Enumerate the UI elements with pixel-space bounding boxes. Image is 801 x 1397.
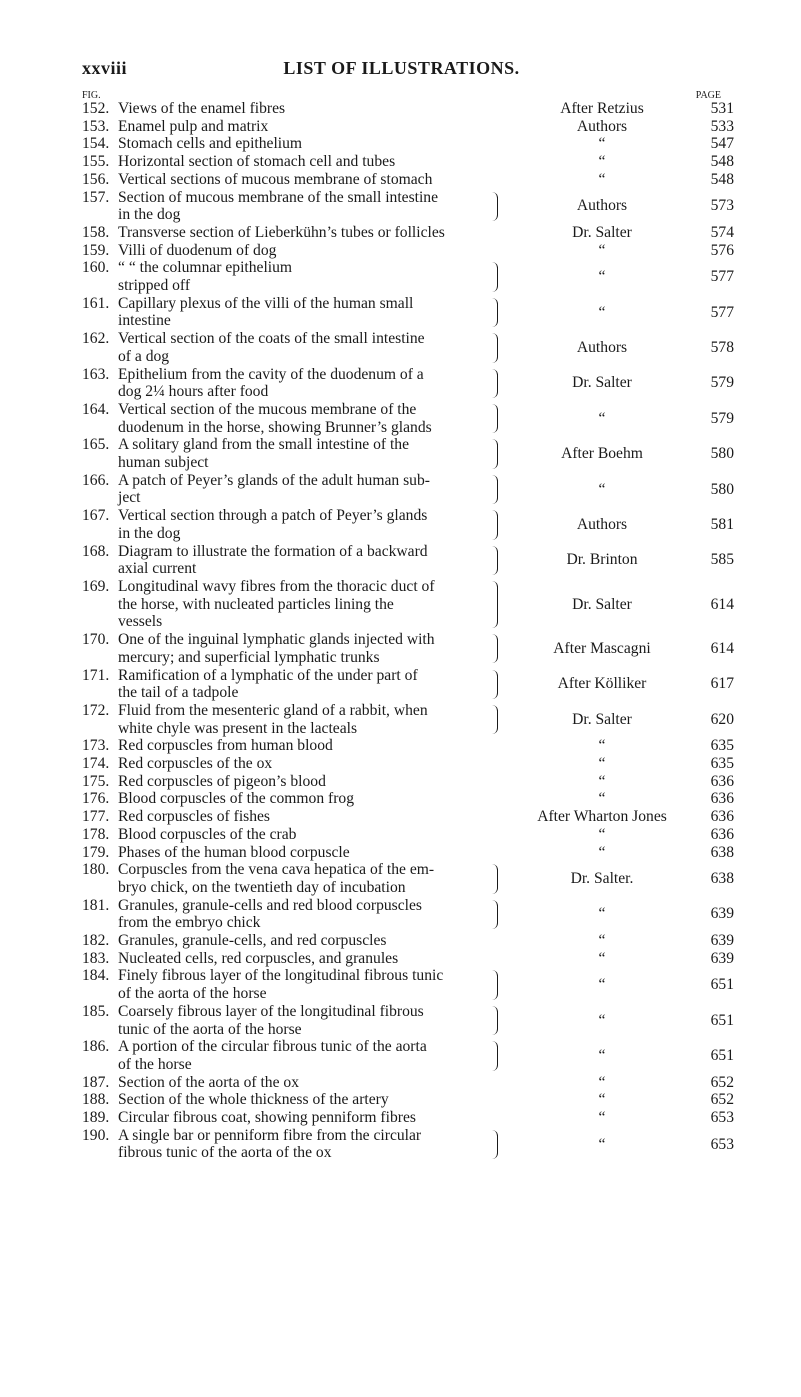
description-line: Diagram to illustrate the formation of a backward xyxy=(118,542,428,560)
brace xyxy=(492,1130,498,1159)
brace xyxy=(492,864,498,893)
brace xyxy=(492,262,498,291)
page-number: 635 xyxy=(710,737,734,755)
description-line: Finely fibrous layer of the longitudinal fibrous tunic xyxy=(118,967,444,985)
brace xyxy=(492,1006,498,1035)
description-line: Transverse section of Lieberkühn’s tubes or follicles xyxy=(118,223,445,241)
description-line: Fluid from the mesenteric gland of a rabbit, when xyxy=(118,701,428,719)
figure-description xyxy=(118,755,490,773)
description-line: A patch of Peyer’s glands of the adult human sub- xyxy=(118,471,430,489)
brace xyxy=(492,546,498,575)
description-line: tunic of the aorta of the horse xyxy=(118,1020,302,1038)
description-line: Horizontal section of stomach cell and tubes xyxy=(118,153,396,171)
figure-author: “ xyxy=(598,1047,606,1065)
figure-number: 161. xyxy=(82,294,110,312)
page-number: 614 xyxy=(710,595,734,613)
figure-description xyxy=(118,543,490,578)
list-entry xyxy=(82,755,734,773)
figure-description xyxy=(118,932,490,950)
figure-description xyxy=(118,507,490,542)
figure-number: 172. xyxy=(82,701,110,719)
list-entry xyxy=(82,1073,734,1092)
list-entry xyxy=(82,170,734,189)
figure-number: 158. xyxy=(82,223,110,241)
description-line: Villi of duodenum of dog xyxy=(118,241,277,259)
figure-author: After Retzius xyxy=(560,100,644,117)
description-line: Red corpuscles of pigeon’s blood xyxy=(118,772,326,790)
list-entry xyxy=(82,135,734,153)
list-entry xyxy=(82,294,734,330)
figure-author: “ xyxy=(598,170,606,188)
figure-author: Dr. Salter xyxy=(572,595,632,613)
page-number: 651 xyxy=(710,1047,734,1065)
figure-number: 156. xyxy=(82,170,110,188)
list-entry xyxy=(82,542,734,578)
description-line: One of the inguinal lymphatic glands injected with xyxy=(118,631,435,649)
figure-description xyxy=(118,135,490,153)
list-entry xyxy=(82,967,734,1003)
page-number: 579 xyxy=(710,374,734,392)
figure-description xyxy=(118,153,490,171)
figure-author: “ xyxy=(598,268,606,286)
brace xyxy=(492,970,498,999)
figure-number: 187. xyxy=(82,1073,110,1091)
list-entry xyxy=(82,808,734,826)
list-entry xyxy=(82,117,734,136)
list-entry xyxy=(82,843,734,862)
figure-number: 180. xyxy=(82,861,110,879)
list-entry xyxy=(82,932,734,950)
description-line: white chyle was present in the lacteals xyxy=(118,719,358,737)
figure-author: After Kölliker xyxy=(557,675,647,693)
list-entry xyxy=(82,825,734,844)
figure-author: “ xyxy=(598,976,606,994)
page-folio: xxviii xyxy=(82,58,128,78)
figure-author: After Mascagni xyxy=(553,639,651,657)
page-number: 636 xyxy=(710,825,734,843)
running-head xyxy=(82,58,721,80)
list-entry xyxy=(82,631,734,666)
page-number: 574 xyxy=(710,223,734,241)
figure-author: Authors xyxy=(576,516,628,534)
figure-author: “ xyxy=(598,932,606,950)
list-entry xyxy=(82,100,734,118)
description-line: Longitudinal wavy fibres from the thoracic duct of xyxy=(118,577,435,595)
figure-description xyxy=(118,1038,490,1073)
page-number: 635 xyxy=(710,755,734,773)
page-number: 531 xyxy=(710,100,734,117)
description-line: from the embryo chick xyxy=(118,914,261,932)
description-line: duodenum in the horse, showing Brunner’s glands xyxy=(118,418,432,436)
description-line: Vertical sections of mucous membrane of stomach xyxy=(118,170,433,188)
description-line: Blood corpuscles of the crab xyxy=(118,825,297,843)
figure-number: 174. xyxy=(82,755,110,773)
page-number: 581 xyxy=(710,516,734,534)
brace xyxy=(492,581,498,628)
list-entry xyxy=(82,365,734,401)
list-entry xyxy=(82,1126,734,1162)
page-number: 579 xyxy=(710,409,734,427)
page-title: LIST OF ILLUSTRATIONS. xyxy=(283,58,520,78)
figure-description xyxy=(118,100,490,118)
figure-author: “ xyxy=(598,1109,606,1127)
description-line: Red corpuscles of fishes xyxy=(118,808,271,826)
figure-author: “ xyxy=(598,772,606,790)
page-number: 580 xyxy=(710,445,734,463)
figure-description xyxy=(118,844,490,862)
figure-author: “ xyxy=(598,905,606,923)
figure-number: 170. xyxy=(82,631,110,649)
page-number: 639 xyxy=(710,932,734,950)
figure-number: 157. xyxy=(82,188,110,206)
list-entry xyxy=(82,896,734,932)
list-entry xyxy=(82,400,734,436)
figure-number: 176. xyxy=(82,790,110,808)
list-entry xyxy=(82,861,734,896)
description-line: Ramification of a lymphatic of the under part of xyxy=(118,666,418,684)
description-line: axial current xyxy=(118,560,197,578)
description-line: Stomach cells and epithelium xyxy=(118,135,303,153)
figure-number: 189. xyxy=(82,1109,110,1127)
list-entry xyxy=(82,701,734,737)
description-line: stripped off xyxy=(118,277,191,295)
figure-number: 175. xyxy=(82,772,110,790)
figure-author: “ xyxy=(598,755,606,773)
figure-description xyxy=(118,826,490,844)
figure-author: “ xyxy=(598,480,606,498)
description-line: Section of mucous membrane of the small intestine xyxy=(118,188,439,206)
figure-author: Authors xyxy=(576,197,628,215)
figure-number: 179. xyxy=(82,843,110,861)
figure-author: Dr. Salter xyxy=(572,710,632,728)
page-number: 636 xyxy=(710,772,734,790)
figure-description xyxy=(118,1127,490,1162)
page-number: 653 xyxy=(710,1135,734,1153)
figure-number: 154. xyxy=(82,135,110,153)
list-entry xyxy=(82,737,734,755)
figure-author: “ xyxy=(598,1073,606,1091)
figure-number: 188. xyxy=(82,1091,110,1109)
description-line: Enamel pulp and matrix xyxy=(118,117,269,135)
figure-description xyxy=(118,259,490,294)
figure-number: 167. xyxy=(82,507,110,525)
figure-author: “ xyxy=(598,790,606,808)
figure-number: 164. xyxy=(82,400,110,418)
figure-number: 152. xyxy=(82,100,110,117)
description-line: of the horse xyxy=(118,1055,192,1073)
description-line: in the dog xyxy=(118,206,181,224)
page-number: 585 xyxy=(710,551,734,569)
figure-description xyxy=(118,242,490,260)
list-entry xyxy=(82,223,734,242)
page-number: 620 xyxy=(710,710,734,728)
figure-description xyxy=(118,224,490,242)
brace xyxy=(492,510,498,539)
list-entry xyxy=(82,1002,734,1038)
description-line: Section of the aorta of the ox xyxy=(118,1073,300,1091)
description-line: vessels xyxy=(118,613,163,631)
list-entry xyxy=(82,507,734,542)
list-entry xyxy=(82,188,734,224)
figure-author: Authors xyxy=(576,117,628,135)
brace xyxy=(492,369,498,398)
figure-number: 153. xyxy=(82,117,110,135)
page-number: 577 xyxy=(710,303,734,321)
description-line: fibrous tunic of the aorta of the ox xyxy=(118,1144,332,1162)
figure-author: Dr. Salter xyxy=(572,374,632,392)
figure-description xyxy=(118,702,490,737)
figure-description xyxy=(118,1091,490,1109)
description-line: human subject xyxy=(118,454,209,472)
figure-author: After Boehm xyxy=(561,445,643,463)
figure-author: “ xyxy=(598,1091,606,1109)
figure-description xyxy=(118,171,490,189)
figure-number: 177. xyxy=(82,808,110,826)
figure-author: “ xyxy=(598,153,606,171)
figure-description xyxy=(118,808,490,826)
figure-number: 169. xyxy=(82,577,110,595)
figure-author: “ xyxy=(598,409,606,427)
page-number: 533 xyxy=(710,117,734,135)
figure-description xyxy=(118,578,490,631)
figure-number: 181. xyxy=(82,896,110,914)
figure-number: 182. xyxy=(82,932,110,950)
page-number: 573 xyxy=(710,197,734,215)
figure-description xyxy=(118,189,490,224)
list-entry xyxy=(82,1109,734,1127)
figure-description xyxy=(118,118,490,136)
figure-author: “ xyxy=(598,303,606,321)
figure-description xyxy=(118,773,490,791)
page-number: 638 xyxy=(710,870,734,888)
figure-number: 184. xyxy=(82,967,110,985)
figure-description xyxy=(118,667,490,702)
description-line: Epithelium from the cavity of the duodenum of a xyxy=(118,365,424,383)
page-number: 638 xyxy=(710,843,734,861)
list-entry xyxy=(82,330,734,365)
figure-author: Dr. Salter xyxy=(572,223,632,241)
list-entry xyxy=(82,241,734,260)
figure-description xyxy=(118,631,490,666)
figure-description xyxy=(118,950,490,968)
figure-description xyxy=(118,861,490,896)
page-number: 652 xyxy=(710,1091,734,1109)
description-line: Red corpuscles from human blood xyxy=(118,737,333,755)
description-line: Vertical section of the mucous membrane of the xyxy=(118,400,417,418)
figure-description xyxy=(118,1074,490,1092)
description-line: Section of the whole thickness of the artery xyxy=(118,1091,389,1109)
description-line: intestine xyxy=(118,312,171,330)
brace xyxy=(492,439,498,468)
brace xyxy=(492,670,498,699)
description-line: Vertical section through a patch of Peyer’s glands xyxy=(118,507,428,525)
list-entry xyxy=(82,949,734,968)
figure-author: Authors xyxy=(576,338,628,356)
figure-author: “ xyxy=(598,949,606,967)
list-entry xyxy=(82,1038,734,1073)
figure-author: Dr. Salter. xyxy=(570,870,634,888)
list-entry xyxy=(82,666,734,702)
figure-author: “ xyxy=(598,843,606,861)
page-number: 548 xyxy=(710,170,734,188)
figure-number: 185. xyxy=(82,1002,110,1020)
figure-description xyxy=(118,790,490,808)
figure-author: “ xyxy=(598,135,606,153)
figure-author: After Wharton Jones xyxy=(537,808,667,826)
description-line: Vertical section of the coats of the small intestine xyxy=(118,330,425,348)
figure-description xyxy=(118,401,490,436)
list-entry xyxy=(82,259,734,295)
description-line: Red corpuscles of the ox xyxy=(118,755,273,773)
figure-description xyxy=(118,295,490,330)
figure-description xyxy=(118,472,490,507)
figure-author: Dr. Brinton xyxy=(566,551,638,569)
figure-author: “ xyxy=(598,825,606,843)
description-line: the tail of a tadpole xyxy=(118,684,239,702)
list-entry xyxy=(82,1091,734,1109)
figure-number: 168. xyxy=(82,542,110,560)
figure-number: 163. xyxy=(82,365,110,383)
page-number: 617 xyxy=(710,675,734,693)
figure-description xyxy=(118,897,490,932)
description-line: A portion of the circular fibrous tunic of the aorta xyxy=(118,1038,427,1056)
description-line: A solitary gland from the small intestine of the xyxy=(118,436,410,454)
fig-column-label: FIG. xyxy=(82,90,101,101)
brace xyxy=(492,900,498,929)
page-number: 636 xyxy=(710,808,734,826)
page-number: 547 xyxy=(710,135,734,153)
figure-author: “ xyxy=(598,737,606,755)
description-line: bryo chick, on the twentieth day of incubation xyxy=(118,878,406,896)
description-line: ject xyxy=(118,489,141,507)
brace xyxy=(492,333,498,362)
figure-number: 178. xyxy=(82,825,110,843)
page-number: 639 xyxy=(710,949,734,967)
description-line: Granules, granule-cells and red blood corpuscles xyxy=(118,896,422,914)
page-number: 639 xyxy=(710,905,734,923)
figure-number: 186. xyxy=(82,1038,110,1056)
description-line: dog 2¼ hours after food xyxy=(118,383,269,401)
list-entry xyxy=(82,577,734,631)
list-entry xyxy=(82,772,734,791)
page-column-label: PAGE xyxy=(695,90,721,101)
brace xyxy=(492,634,498,663)
figure-description xyxy=(118,1109,490,1127)
figure-number: 166. xyxy=(82,471,110,489)
figure-number: 162. xyxy=(82,330,110,348)
description-line: Nucleated cells, red corpuscles, and granules xyxy=(118,949,399,967)
description-line: mercury; and superficial lymphatic trunks xyxy=(118,648,380,666)
page-number: 614 xyxy=(710,639,734,657)
list-entry xyxy=(82,436,734,472)
description-line: Coarsely fibrous layer of the longitudinal fibrous xyxy=(118,1002,424,1020)
figure-author: “ xyxy=(598,1011,606,1029)
figure-description xyxy=(118,436,490,471)
page-number: 576 xyxy=(710,241,734,259)
page-number: 578 xyxy=(710,338,734,356)
figure-description xyxy=(118,1003,490,1038)
page-number: 651 xyxy=(710,1011,734,1029)
figure-description xyxy=(118,967,490,1002)
description-line: Phases of the human blood corpuscle xyxy=(118,843,350,861)
brace xyxy=(492,475,498,504)
description-line: Capillary plexus of the villi of the human small xyxy=(118,294,414,312)
figure-number: 190. xyxy=(82,1126,110,1144)
figure-number: 171. xyxy=(82,666,110,684)
description-line: “ “ the columnar epithelium xyxy=(118,259,293,277)
figure-description xyxy=(118,366,490,401)
description-line: A single bar or penniform fibre from the circular xyxy=(118,1126,422,1144)
figure-number: 155. xyxy=(82,153,110,171)
figure-author: “ xyxy=(598,241,606,259)
page-number: 653 xyxy=(710,1109,734,1127)
figure-number: 173. xyxy=(82,737,110,755)
description-line: Views of the enamel fibres xyxy=(118,100,286,117)
page-number: 580 xyxy=(710,480,734,498)
figure-number: 160. xyxy=(82,259,110,277)
page-number: 577 xyxy=(710,268,734,286)
description-line: Corpuscles from the vena cava hepatica of the em- xyxy=(118,861,435,879)
figure-number: 159. xyxy=(82,241,110,259)
brace xyxy=(492,705,498,734)
description-line: Blood corpuscles of the common frog xyxy=(118,790,355,808)
brace xyxy=(492,298,498,327)
brace xyxy=(492,404,498,433)
figure-number: 183. xyxy=(82,949,110,967)
brace xyxy=(492,1041,498,1070)
list-entry xyxy=(82,790,734,808)
page-number: 651 xyxy=(710,976,734,994)
description-line: Granules, granule-cells, and red corpuscles xyxy=(118,932,387,950)
figure-description xyxy=(118,330,490,365)
description-line: of a dog xyxy=(118,347,170,365)
list-entry xyxy=(82,153,734,171)
page-number: 652 xyxy=(710,1073,734,1091)
figure-number: 165. xyxy=(82,436,110,454)
page-number: 636 xyxy=(710,790,734,808)
brace xyxy=(492,192,498,221)
illustration-list xyxy=(82,100,734,1162)
description-line: of the aorta of the horse xyxy=(118,985,267,1003)
page-number: 548 xyxy=(710,153,734,171)
figure-author: “ xyxy=(598,1135,606,1153)
description-line: the horse, with nucleated particles lining the xyxy=(118,595,394,613)
list-entry xyxy=(82,471,734,507)
description-line: Circular fibrous coat, showing penniform fibres xyxy=(118,1109,416,1127)
figure-description xyxy=(118,737,490,755)
description-line: in the dog xyxy=(118,524,181,542)
